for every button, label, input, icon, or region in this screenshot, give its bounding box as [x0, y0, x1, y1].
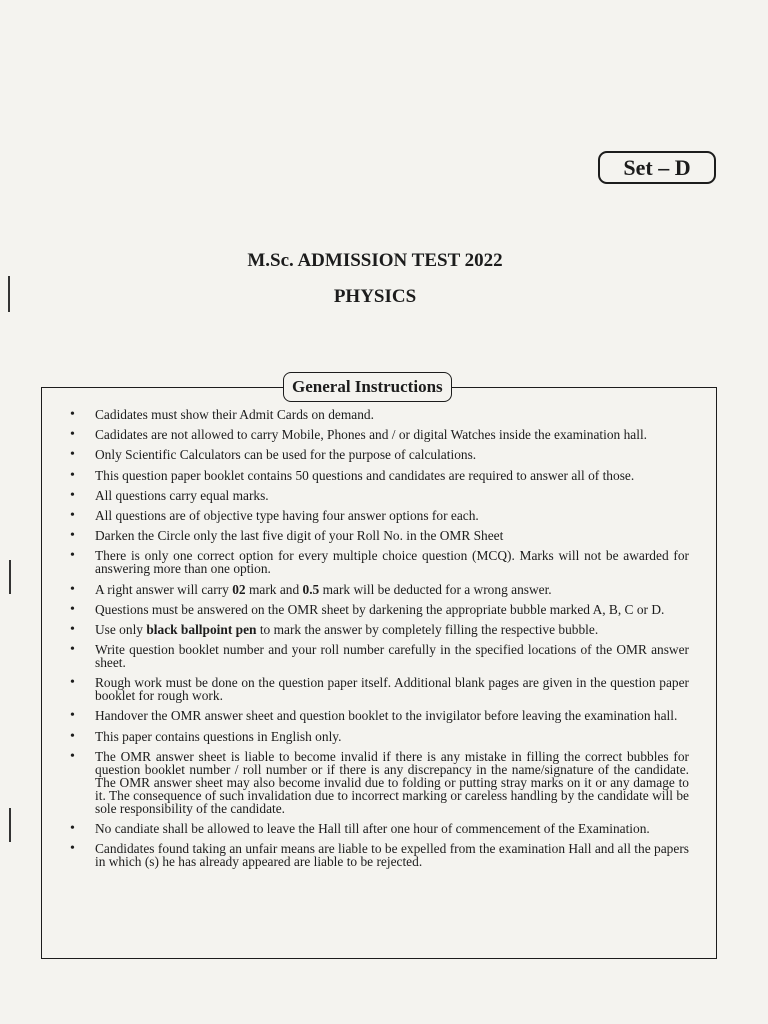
instruction-item: • Darken the Circle only the last five digit of your Roll No. in the OMR Sheet — [64, 529, 689, 542]
instruction-item: • Handover the OMR answer sheet and question booklet to the invigilator before leaving the examination hall. — [64, 709, 689, 722]
instruction-item: • The OMR answer sheet is liable to become invalid if there is any mistake in filling the correct bubbles for question booklet number / roll number or if there is any discrepancy in the name/signature of the candidate. The OMR answer sheet may also become invalid due to folding or putting stray marks on it or any damage to it. The consequence of such invalidation due to incorrect marking or careless handling by the candidate will be sole responsibility of the candidate. — [64, 750, 689, 815]
instruction-item: • Cadidates must show their Admit Cards on demand. — [64, 408, 689, 421]
set-label: Set – D — [623, 154, 691, 180]
instruction-item: • Cadidates are not allowed to carry Mobile, Phones and / or digital Watches inside the examination hall. — [64, 428, 689, 441]
instruction-item: • All questions are of objective type having four answer options for each. — [64, 509, 689, 522]
margin-mark — [9, 808, 11, 842]
instruction-item: • Only Scientific Calculators can be used for the purpose of calculations. — [64, 448, 689, 461]
instruction-item: • Use only black ballpoint pen to mark the answer by completely filling the respective bubble. — [64, 623, 689, 636]
instruction-item: • This paper contains questions in English only. — [64, 730, 689, 743]
instruction-item: • Rough work must be done on the question paper itself. Additional blank pages are given in the question paper booklet for rough work. — [64, 676, 689, 702]
instruction-item: • Candidates found taking an unfair means are liable to be expelled from the examination Hall and all the papers in which (s) he has already appeared are liable to be rejected. — [64, 842, 689, 868]
set-badge — [598, 151, 716, 184]
instructions-heading-label: General Instructions — [292, 377, 443, 396]
instruction-item: • All questions carry equal marks. — [64, 489, 689, 502]
instruction-item: • Write question booklet number and your roll number carefully in the specified locations of the OMR answer sheet. — [64, 643, 689, 669]
instruction-item: • No candiate shall be allowed to leave the Hall till after one hour of commencement of the Examination. — [64, 822, 689, 835]
instruction-item: • This question paper booklet contains 50 questions and candidates are required to answer all of those. — [64, 469, 689, 482]
margin-mark — [8, 276, 10, 312]
margin-mark — [9, 560, 11, 594]
subject-title: PHYSICS — [333, 286, 417, 307]
instruction-item: • Questions must be answered on the OMR sheet by darkening the appropriate bubble marked A, B, C or D. — [64, 603, 689, 616]
exam-title: M.Sc. ADMISSION TEST 2022 — [247, 250, 503, 271]
instructions-list — [64, 408, 689, 875]
instruction-item: • A right answer will carry 02 mark and 0.5 mark will be deducted for a wrong answer. — [64, 583, 689, 596]
instructions-heading — [283, 372, 452, 402]
instruction-item: • There is only one correct option for every multiple choice question (MCQ). Marks will not be awarded for answering more than one option. — [64, 549, 689, 575]
